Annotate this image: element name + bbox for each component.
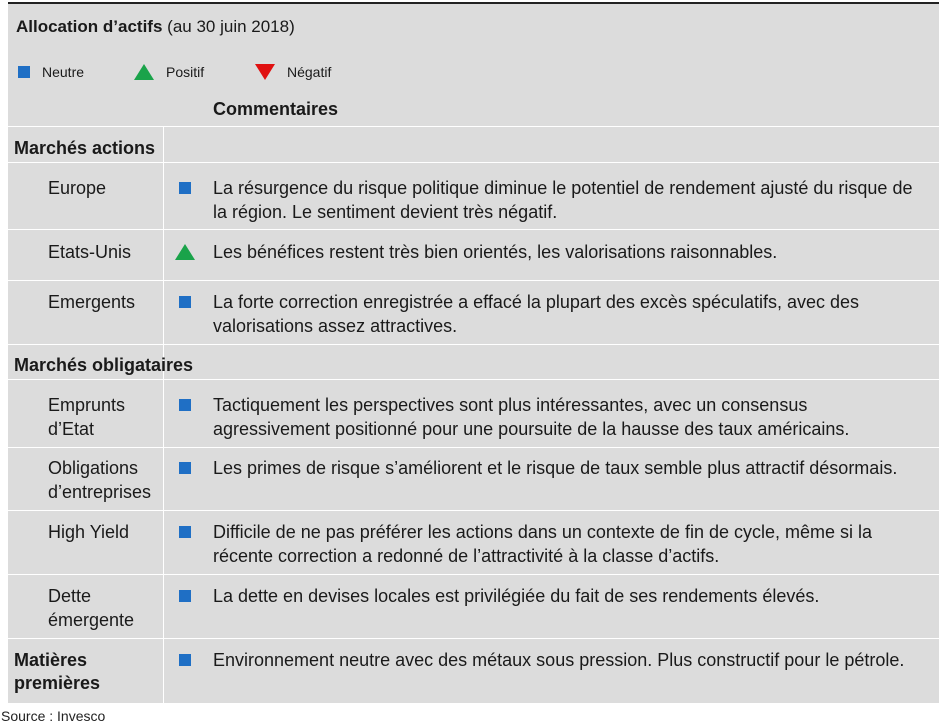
title-date: (au 30 juin 2018) bbox=[167, 17, 295, 36]
neutral-square-icon bbox=[179, 182, 191, 194]
row-comment-emerging: La forte correction enregistrée a effacé la plupart des excès spéculatifs, avec des valorisations assez attractives. bbox=[213, 292, 860, 336]
title-main: Allocation d’actifs bbox=[16, 17, 163, 36]
legend-negative bbox=[255, 64, 331, 80]
row-divider bbox=[8, 126, 939, 127]
row-divider bbox=[8, 344, 939, 345]
legend-neutral bbox=[18, 64, 84, 80]
legend-positive bbox=[134, 64, 204, 80]
row-divider bbox=[8, 280, 939, 281]
neutral-square-icon bbox=[179, 590, 191, 602]
row-divider bbox=[8, 638, 939, 639]
row-label-high-yield: High Yield bbox=[48, 522, 130, 542]
positive-triangle-icon bbox=[175, 244, 195, 260]
row-comment-govt-bonds: Tactiquement les perspectives sont plus intéressantes, avec un consensus agressivement positionné pour une poursuite de la hausse des taux américains. bbox=[213, 395, 850, 439]
column-header-comments: Commentaires bbox=[213, 99, 339, 119]
neutral-square-icon bbox=[179, 399, 191, 411]
row-label-emerging: Emergents bbox=[48, 292, 136, 312]
section-commodities: Matières premières bbox=[14, 650, 101, 693]
neutral-square-icon bbox=[18, 66, 30, 78]
row-label-corporate-bonds: Obligations d’entreprises bbox=[48, 458, 152, 502]
section-bonds: Marchés obligataires bbox=[14, 355, 194, 375]
neutral-square-icon bbox=[179, 296, 191, 308]
row-divider bbox=[8, 379, 939, 380]
row-label-emerging-debt: Dette émergente bbox=[48, 586, 135, 630]
positive-triangle-icon bbox=[134, 64, 154, 80]
source-note: Source : Invesco bbox=[1, 708, 106, 724]
row-comment-europe: La résurgence du risque politique diminue le potentiel de rendement ajusté du risque de la région. Le sentiment devient très négatif. bbox=[213, 178, 913, 222]
row-comment-commodities: Environnement neutre avec des métaux sous pression. Plus constructif pour le pétrole. bbox=[213, 650, 905, 670]
row-comment-emerging-debt: La dette en devises locales est privilégiée du fait de ses rendements élevés. bbox=[213, 586, 820, 606]
row-divider bbox=[8, 447, 939, 448]
row-comment-corporate-bonds: Les primes de risque s’améliorent et le risque de taux semble plus attractif désormais. bbox=[213, 458, 898, 478]
allocation-table-panel bbox=[8, 2, 939, 703]
row-divider bbox=[8, 510, 939, 511]
negative-triangle-icon bbox=[255, 64, 275, 80]
row-divider bbox=[8, 162, 939, 163]
legend-negative-label: Négatif bbox=[287, 64, 332, 80]
section-equities: Marchés actions bbox=[14, 138, 156, 158]
row-divider bbox=[8, 229, 939, 230]
row-divider bbox=[8, 574, 939, 575]
table-title bbox=[16, 17, 295, 37]
legend-positive-label: Positif bbox=[166, 64, 205, 80]
row-comment-high-yield: Difficile de ne pas préférer les actions dans un contexte de fin de cycle, même si la récente correction a redonné de l’attractivité à la classe d’actifs. bbox=[213, 522, 873, 566]
neutral-square-icon bbox=[179, 654, 191, 666]
row-label-europe: Europe bbox=[48, 178, 107, 198]
neutral-square-icon bbox=[179, 462, 191, 474]
legend-neutral-label: Neutre bbox=[42, 64, 85, 80]
row-label-govt-bonds: Emprunts d’Etat bbox=[48, 395, 126, 439]
row-comment-us: Les bénéfices restent très bien orientés, les valorisations raisonnables. bbox=[213, 242, 778, 262]
row-label-us: Etats-Unis bbox=[48, 242, 132, 262]
neutral-square-icon bbox=[179, 526, 191, 538]
